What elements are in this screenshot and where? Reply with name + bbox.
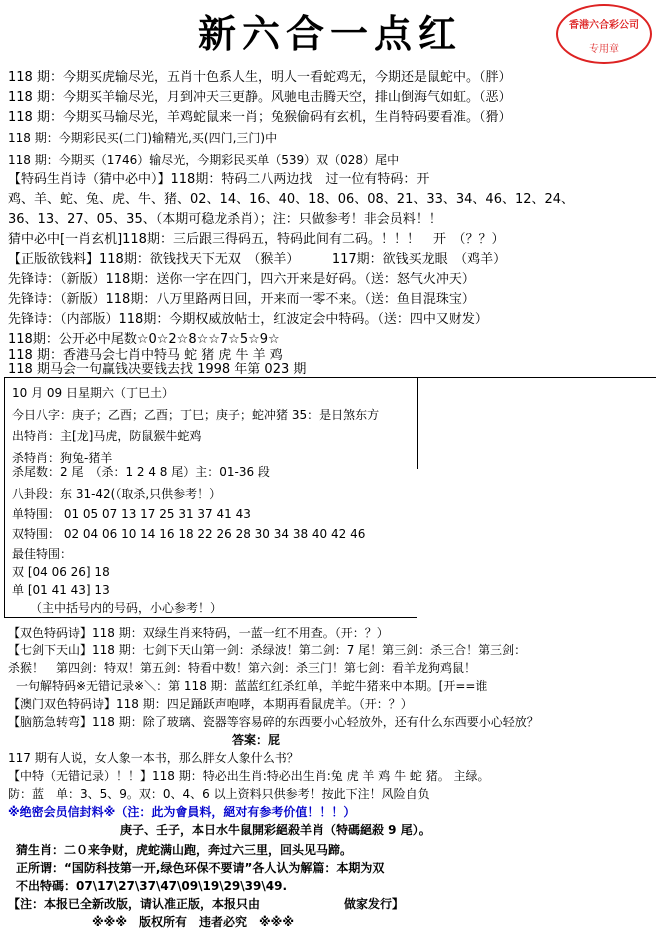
company-seal xyxy=(556,4,652,64)
box-shuang-best: 双 [04 06 26] 18 xyxy=(12,565,110,579)
line-11: 先锋诗：（新版）118期：送你一字在四门，四六开来是好码。（送：怒气火冲天） xyxy=(8,272,475,287)
tail-03: 杀猴！ 第四剑：特双！第五剑：特看中数！第六剑：杀三门！第七剑：看羊龙狗鸡鼠！ xyxy=(8,661,477,675)
tail-17: ※※※ 版权所有 违者必究 ※※※ xyxy=(92,915,294,929)
line-05: 118 期：今期买（1746）输尽光，今期彩民买单（539）双（028）尾中 xyxy=(8,153,400,167)
box-best: 最佳特围： xyxy=(12,547,73,561)
box-shuang-te: 双特围： 02 04 06 10 14 16 18 22 26 28 30 34 38 40 42 46 xyxy=(12,527,366,541)
line-16: 118 期马会一句赢钱决要钱去找 1998 年第 023 期 xyxy=(8,362,307,377)
line-13: 先锋诗：（内部版）118期：今期权威放帖士，红波定会中特码。（送：四中又财发） xyxy=(8,312,488,327)
box-bottom-border xyxy=(4,617,417,618)
tail-15: 不出特碼：07\17\27\37\47\09\19\29\39\49. xyxy=(16,879,287,893)
line-01: 118 期：今期买虎输尽光，五肖十色系人生，明人一看蛇鸡无，今期还是鼠蛇中。（胖） xyxy=(8,70,512,85)
seal-text-top: 香港六合彩公司 xyxy=(569,20,639,31)
tail-07: 答案：屁 xyxy=(232,733,281,747)
tail-08: 117 期有人说，女人象一本书，那么胖女人象什么书？ xyxy=(8,751,299,765)
line-10: 【正版欲钱料】118期：欲钱找天下无双 （猴羊） 117期：欲钱买龙眼 （鸡羊） xyxy=(8,252,507,267)
tail-14: 正所谓：“国防科技第一开,绿色环保不要请”各人认为解篇：本期为双 xyxy=(16,861,385,875)
line-03: 118 期：今期买马输尽光，羊鸡蛇鼠来一肖；兔猴偷码有玄机，生肖特码要看准。（猾） xyxy=(8,110,512,125)
line-04: 118 期：今期彩民买(二门)输精光,买(四门,三门)中 xyxy=(8,131,278,145)
box-right-border xyxy=(417,377,418,469)
tail-04: 一句解特码※无错记录※＼：第 118 期：蓝蓝红红杀红单，羊蛇牛猪来中本期。[开==谁 xyxy=(16,679,488,693)
tail-16: 【注：本报已全新改版，请认准正版，本报只由 做家发行】 xyxy=(8,897,405,911)
line-14: 118期：公开必中尾数☆0☆2☆8☆☆7☆5☆9☆ xyxy=(8,332,280,347)
seal-text-bottom: 专用章 xyxy=(589,44,619,55)
line-15: 118 期：香港马会七肖中特马 蛇 猪 虎 牛 羊 鸡 xyxy=(8,348,283,363)
tail-11: ※绝密会员信封料※（注：此为會員料，絕对有参考价值！！！） xyxy=(8,805,356,819)
box-dan-te: 单特围： 01 05 07 13 17 25 31 37 41 43 xyxy=(12,507,251,521)
page-title: 新六合一点红 xyxy=(197,11,462,56)
box-left-border xyxy=(4,377,5,617)
line-02: 118 期：今期买羊输尽光，月到冲天三更静。风驰电击腾天空，排山倒海气如虹。（恶） xyxy=(8,90,512,105)
box-dan-best: 单 [01 41 43] 13 xyxy=(12,583,110,597)
tail-01: 【双色特码诗】118 期：双绿生肖来特码，一蓝一红不用查。（开：？） xyxy=(8,626,389,640)
tail-09: 【中特（无错记录）！！】118 期：特必出生肖:特必出生肖:兔 虎 羊 鸡 牛 蛇 猪。 主绿。 xyxy=(8,769,490,783)
tail-06: 【脑筋急转弯】118 期：除了玻璃、瓷器等容易碎的东西要小心轻放外，还有什么东西要小心轻放？ xyxy=(8,715,539,729)
box-bagua: 八卦段：东 31-42(（取杀,只供参考！） xyxy=(12,487,222,501)
tail-05: 【澳门双色特码诗】118 期：四足踊跃声咆哮，本期再看鼠虎羊。（开：？） xyxy=(8,697,413,711)
line-07: 鸡、羊、蛇、兔、虎、牛、猪、02、14、16、40、18、06、08、21、33、34、46、12、24、 xyxy=(8,192,575,207)
line-08: 36、13、27、05、35、（本期可稳龙杀肖）；注：只做参考！非会员料！！ xyxy=(8,212,442,227)
box-te-xiao: 出特肖：主[龙]马虎，防鼠猴牛蛇鸡 xyxy=(12,429,202,443)
box-sha-xiao: 杀特肖：狗兔-猪羊 xyxy=(12,451,113,465)
box-date: 10 月 09 日星期六（丁巳土） xyxy=(12,386,174,400)
box-note: （主中括号内的号码，小心参考！） xyxy=(30,601,223,615)
tail-13: 猜生肖：二０来争财，虎蛇满山跑，奔过六三里，回头见马蹄。 xyxy=(16,843,353,857)
line-09: 猜中必中[一肖玄机]118期：三后跟三得码五，特码此间有二码。！！！ 开 （？？） xyxy=(8,232,505,247)
line-06: 【特码生肖诗（猜中必中）】118期：特码二八两边找 过一位有特码：开 xyxy=(8,172,430,187)
line-12: 先锋诗：（新版）118期：八万里路两日回，开来而一零不来。（送：鱼目混珠宝） xyxy=(8,292,475,307)
box-sha-wei: 杀尾数：2 尾 （杀：1 2 4 8 尾）主：01-36 段 xyxy=(12,465,270,479)
box-top-border xyxy=(4,377,656,378)
tail-02: 【七剑下天山】118 期：七剑下天山第一剑：杀绿波！第二剑：7 尾！第三剑：杀三合！第三剑： xyxy=(8,643,527,657)
tail-10: 防：蓝 单：3、5、9。双：0、4、6 以上资料只供参考！按此下注！风险自负 xyxy=(8,787,430,801)
tail-12: 庚子、壬子，本日水牛鼠開彩絕殺羊肖（特碼絕殺 9 尾）。 xyxy=(120,823,431,837)
box-bazi: 今日八字：庚子；乙酉；乙酉；丁巳；庚子；蛇冲猪 35：是日煞东方 xyxy=(12,408,380,422)
